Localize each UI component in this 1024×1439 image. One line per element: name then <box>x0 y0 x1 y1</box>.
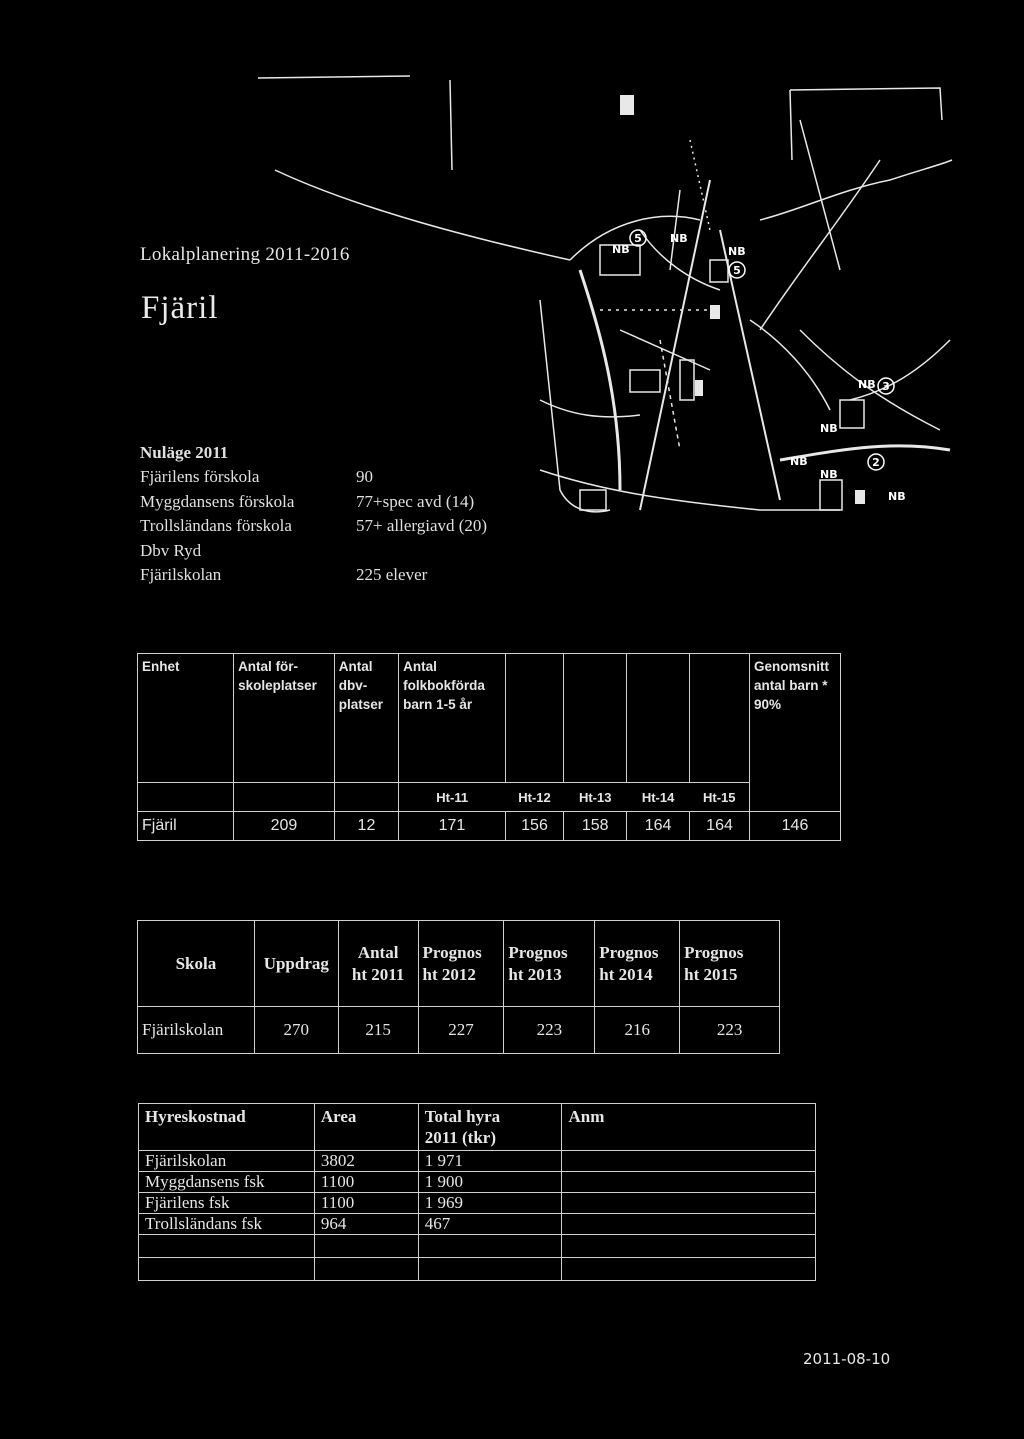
map-label-nb: NB <box>670 232 688 245</box>
col-header: Anm <box>562 1104 816 1151</box>
col-header: Prognos ht 2012 <box>418 921 504 1007</box>
cell <box>562 1214 816 1235</box>
status-name: Dbv Ryd <box>140 540 202 560</box>
cell <box>562 1258 816 1281</box>
cell <box>562 1193 816 1214</box>
col-header: Prognos ht 2013 <box>504 921 595 1007</box>
status-value: 90 <box>356 467 373 486</box>
col-header <box>505 654 564 783</box>
col-header: Prognos ht 2015 <box>680 921 780 1007</box>
status-section <box>140 441 488 588</box>
document-title: Lokalplanering 2011-2016 <box>140 244 350 265</box>
map-label-nb: NB <box>728 245 746 258</box>
col-header: Antal ht 2011 <box>338 921 418 1007</box>
table-row <box>139 1151 816 1172</box>
map-label-nb: NB <box>612 243 630 256</box>
sub-header <box>334 783 398 812</box>
status-row <box>140 563 428 588</box>
cell: 1 969 <box>418 1193 562 1214</box>
cell: 227 <box>418 1007 504 1054</box>
table-row <box>139 1172 816 1193</box>
sub-header: Ht-12 <box>518 789 551 805</box>
sub-header: Ht-15 <box>703 789 736 805</box>
col-header: Antal för- skoleplatser <box>234 654 335 783</box>
cell <box>139 1258 315 1281</box>
cell: 1100 <box>314 1172 418 1193</box>
cell: Fjäril <box>138 812 234 841</box>
cell: 1 971 <box>418 1151 562 1172</box>
col-header: Uppdrag <box>254 921 338 1007</box>
col-header <box>564 654 627 783</box>
cell <box>418 1258 562 1281</box>
cell <box>562 1235 816 1258</box>
status-name: Trollsländans förskola <box>140 516 292 535</box>
cell <box>314 1258 418 1281</box>
status-value: 57+ allergiavd (20) <box>356 516 488 535</box>
map-marker-number: 2 <box>872 456 880 469</box>
cell <box>562 1172 816 1193</box>
map-label-nb: NB <box>820 468 838 481</box>
sub-header <box>138 783 234 812</box>
map-marker-number: 5 <box>733 264 741 277</box>
cell: 209 <box>234 812 335 841</box>
cell: Fjärilens fsk <box>139 1193 315 1214</box>
sub-header: Ht-14 <box>641 789 675 805</box>
page-title: Fjäril <box>141 290 219 326</box>
col-header: Total hyra 2011 (tkr) <box>418 1104 562 1151</box>
sub-header: Ht-11 <box>399 783 506 812</box>
col-header: Antal folkbokförda barn 1-5 år <box>399 654 506 783</box>
col-header: Area <box>314 1104 418 1151</box>
table-row <box>138 812 841 841</box>
map-label-nb: NB <box>888 490 906 503</box>
cell: 1100 <box>314 1193 418 1214</box>
child-count-table <box>137 653 841 841</box>
cell: 12 <box>334 812 398 841</box>
cell <box>139 1235 315 1258</box>
status-name: Myggdansens förskola <box>140 491 295 511</box>
cell: 216 <box>595 1007 680 1054</box>
col-header: Skola <box>138 921 255 1007</box>
col-header: Enhet <box>138 654 234 783</box>
rent-cost-table <box>138 1103 816 1281</box>
footer-date: 2011-08-10 <box>803 1350 891 1368</box>
col-header: Genomsnitt antal barn * 90% <box>750 654 841 812</box>
cell: 164 <box>690 812 750 841</box>
cell: 171 <box>399 812 506 841</box>
table-row <box>139 1258 816 1281</box>
cell <box>562 1151 816 1172</box>
status-row <box>140 490 475 515</box>
status-row <box>140 465 373 490</box>
cell <box>418 1235 562 1258</box>
col-header: Antal dbv- platser <box>334 654 398 783</box>
status-row <box>140 539 228 564</box>
cell: 156 <box>505 812 564 841</box>
map-marker-number: 3 <box>882 380 890 393</box>
map-label-nb: NB <box>820 422 838 435</box>
col-header <box>627 654 690 783</box>
col-header <box>690 654 750 783</box>
cell: 223 <box>504 1007 595 1054</box>
status-value: 225 elever <box>356 565 428 584</box>
cell: 467 <box>418 1214 562 1235</box>
table-row <box>138 1007 780 1054</box>
map-marker-number: 5 <box>634 232 642 245</box>
table-row <box>139 1193 816 1214</box>
cell: 146 <box>750 812 841 841</box>
cell: 223 <box>680 1007 780 1054</box>
table-row <box>139 1214 816 1235</box>
status-value: 77+spec avd (14) <box>356 491 475 511</box>
cell <box>314 1235 418 1258</box>
sub-header <box>234 783 335 812</box>
sub-header: Ht-13 <box>578 789 612 805</box>
cell: 270 <box>254 1007 338 1054</box>
cell: 1 900 <box>418 1172 562 1193</box>
cell: 164 <box>627 812 690 841</box>
site-map <box>240 70 960 530</box>
status-heading: Nuläge 2011 <box>140 443 229 462</box>
cell: 964 <box>314 1214 418 1235</box>
col-header: Prognos ht 2014 <box>595 921 680 1007</box>
cell: Fjärilskolan <box>138 1007 255 1054</box>
cell: Myggdansens fsk <box>139 1172 315 1193</box>
cell: Fjärilskolan <box>139 1151 315 1172</box>
cell: 215 <box>338 1007 418 1054</box>
map-label-nb: NB <box>858 378 876 391</box>
status-row <box>140 514 488 539</box>
table-row <box>139 1235 816 1258</box>
cell: Trollsländans fsk <box>139 1214 315 1235</box>
cell: 3802 <box>314 1151 418 1172</box>
status-name: Fjärilens förskola <box>140 467 260 486</box>
col-header: Hyreskostnad <box>139 1104 315 1151</box>
school-forecast-table <box>137 920 780 1054</box>
cell: 158 <box>564 812 627 841</box>
status-name: Fjärilskolan <box>140 565 222 584</box>
map-label-nb: NB <box>790 455 808 468</box>
